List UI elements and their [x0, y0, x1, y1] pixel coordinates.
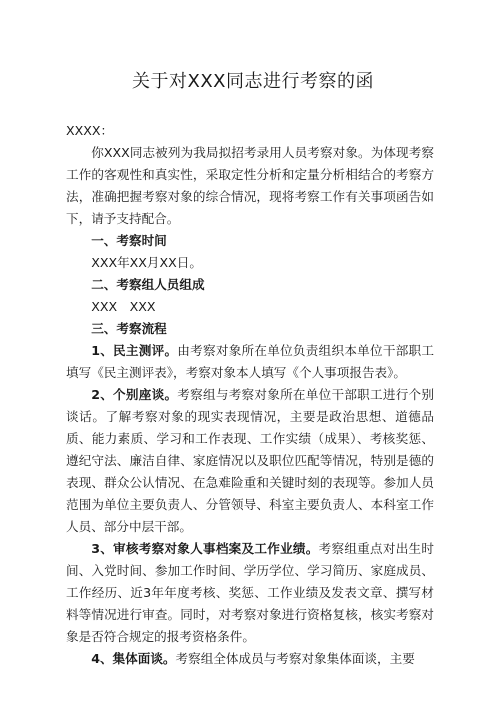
process-item [66, 340, 434, 384]
section-content-time: XXX年XX月XX日。 [91, 255, 202, 270]
salutation: XXXX： [66, 123, 114, 138]
section-heading-time: 一、考察时间 [91, 233, 167, 248]
process-item [66, 648, 434, 670]
process-item-text: 考察组重点对出生时间、入党时间、参加工作时间、学历学位、学习简历、家庭成员、工作经历、近3年年度考核、奖惩、工作业绩及发表文章、撰写材料等情况进行审查。同时，对考察对象进行资格复核，核实考察对象是否符合规定的报考资格条件。 [66, 541, 435, 644]
process-item-label: 1、民主测评。 [91, 343, 178, 358]
intro-paragraph: 你XXX同志被列为我局拟招考录用人员考察对象。为体现考察工作的客观性和真实性，采取定性分析和定量分析相结合的考察方法，准确把握考察对象的综合情况，现将考察工作有关事项函告如下，请予支持配合。 [66, 145, 434, 226]
process-item [66, 538, 434, 648]
section-content-team: XXX XXX [91, 299, 156, 314]
process-item-text: 由考察对象所在单位负责组织本单位干部职工填写《民主测评表》，考察对象本人填写《个人事项报告表》。 [66, 343, 435, 380]
process-item-label: 4、集体面谈。 [91, 651, 176, 666]
process-item-text: 考察组与考察对象所在单位干部职工进行个别谈话。了解考察对象的现实表现情况，主要是政治思想、道德品质、能力素质、学习和工作表现、工作实绩（成果）、考核奖惩、遵纪守法、廉洁自律、家庭情况以及职位匹配等情况，特别是德的表现、群众公认情况、在急难险重和关键时刻的表现等。参加人员范围为单位主要负责人、分管领导、科室主要负责人、本科室工作人员、部分中层干部。 [66, 387, 435, 534]
document-title: 关于对XXX同志进行考察的函 [132, 71, 374, 92]
process-item-label: 3、审核考察对象人事档案及工作业绩。 [91, 541, 319, 556]
section-heading-team: 二、考察组人员组成 [91, 277, 205, 292]
document-body [66, 120, 434, 670]
process-item [66, 384, 434, 538]
process-item-label: 2、个别座谈。 [91, 387, 178, 402]
process-item-text: 考察组全体成员与考察对象集体面谈，主要 [175, 651, 415, 666]
section-heading-process: 三、考察流程 [91, 321, 167, 336]
